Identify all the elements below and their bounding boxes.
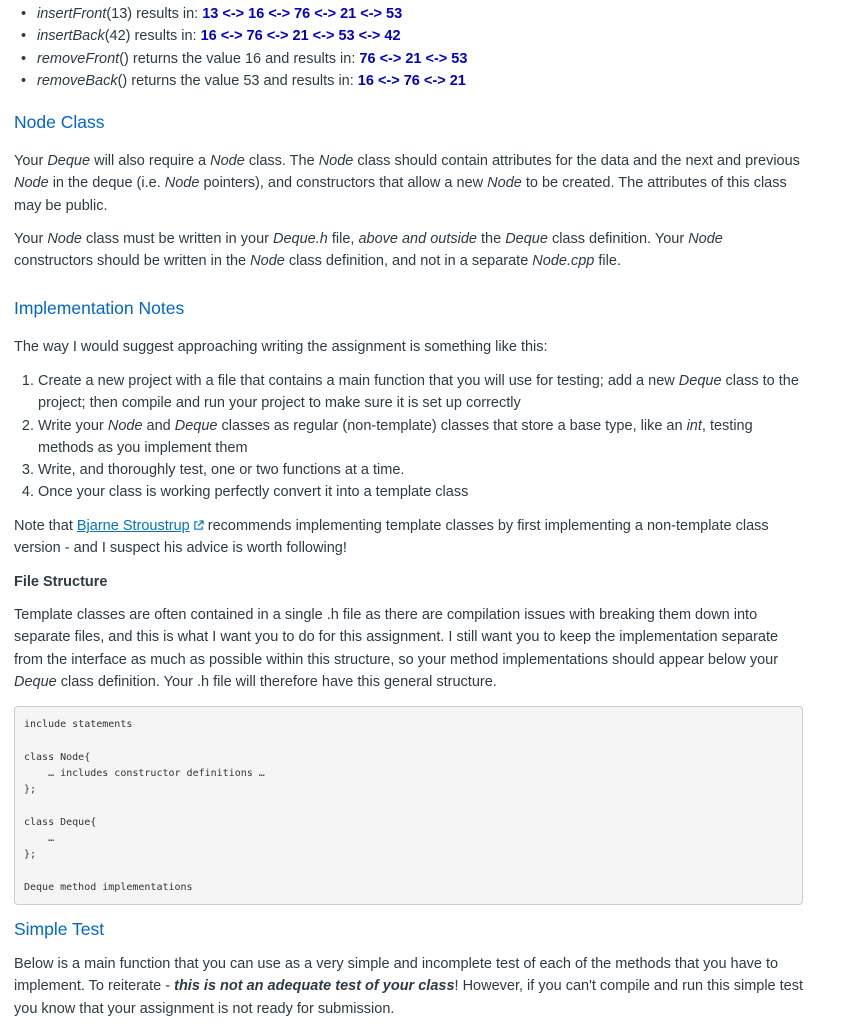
result-sequence: 16 <-> 76 <-> 21 <-> 53 <-> 42 [200, 28, 401, 45]
deque-operations-list [14, 3, 804, 92]
list-item: 2. Write your Node and Deque classes as regular (non-template) classes that store a base type, like an int, testing methods as you implement them [38, 415, 804, 460]
list-item: 1. Create a new project with a file that contains a main function that you will use for testing; add a new Deque class to the project; then compile and run your project to make sure it is set up correctly [38, 370, 804, 415]
implementation-steps [14, 370, 804, 504]
node-class-heading: Node Class [14, 112, 105, 132]
stroustrup-link[interactable]: Bjarne Stroustrup [76, 518, 190, 534]
implementation-intro: The way I would suggest approaching writing the assignment is something like this: [14, 339, 548, 355]
implementation-notes-heading: Implementation Notes [14, 298, 185, 318]
stroustrup-note: Note that Bjarne Stroustrup recommends implementing template classes by first implementing a non-template class version - and I suspect his advice is worth following! [14, 518, 769, 557]
list-item: 4. Once your class is working perfectly convert it into a template class [38, 481, 804, 503]
result-sequence: 16 <-> 76 <-> 21 [357, 72, 466, 89]
list-item: • insertFront(13) results in: 13 <-> 16 <-> 76 <-> 21 <-> 53 [37, 3, 804, 25]
node-class-paragraph-1: Your Deque will also require a Node class. The Node class should contain attributes for the data and the next and previous Node in the deque (i.e. Node pointers), and constructors that allow a new Node to be created. The attributes of this class may be public. [14, 153, 800, 214]
simple-test-paragraph: Below is a main function that you can use as a very simple and incomplete test of each of the methods that you have to implement. To reiterate - this is not an adequate test of your class! However, if you can't compile and run this simple test you know that your assignment is not ready for submission. [14, 956, 804, 1017]
assignment-content [14, 0, 804, 1017]
file-structure-paragraph: Template classes are often contained in a single .h file as there are compilation issues with breaking them down into separate files, and this is what I want you to do for this assignment. I still want you to keep the implementation separate from the interface as much as possible within this structure, so your method implementations should appear below your Deque class definition. Your .h file will therefore have this general structure. [14, 607, 779, 690]
list-item: • insertBack(42) results in: 16 <-> 76 <-> 21 <-> 53 <-> 42 [37, 25, 804, 47]
list-item: 3. Write, and thoroughly test, one or two functions at a time. [38, 459, 804, 481]
list-item: • removeFront() returns the value 16 and results in: 76 <-> 21 <-> 53 [37, 48, 804, 70]
node-class-paragraph-2: Your Node class must be written in your Deque.h file, above and outside the Deque class definition. Your Node constructors should be written in the Node class definition, and not in a separate Node.cpp file. [14, 231, 723, 270]
code-block: include statements class Node{ … includes constructor definitions … }; class Deque{ … }; Deque method implementations [14, 706, 803, 905]
result-sequence: 76 <-> 21 <-> 53 [359, 50, 468, 67]
simple-test-heading: Simple Test [14, 919, 105, 939]
list-item: • removeBack() returns the value 53 and results in: 16 <-> 76 <-> 21 [37, 70, 804, 92]
file-structure-heading: File Structure [14, 574, 108, 590]
result-sequence: 13 <-> 16 <-> 76 <-> 21 <-> 53 [202, 6, 403, 22]
external-link-icon[interactable] [193, 516, 204, 527]
